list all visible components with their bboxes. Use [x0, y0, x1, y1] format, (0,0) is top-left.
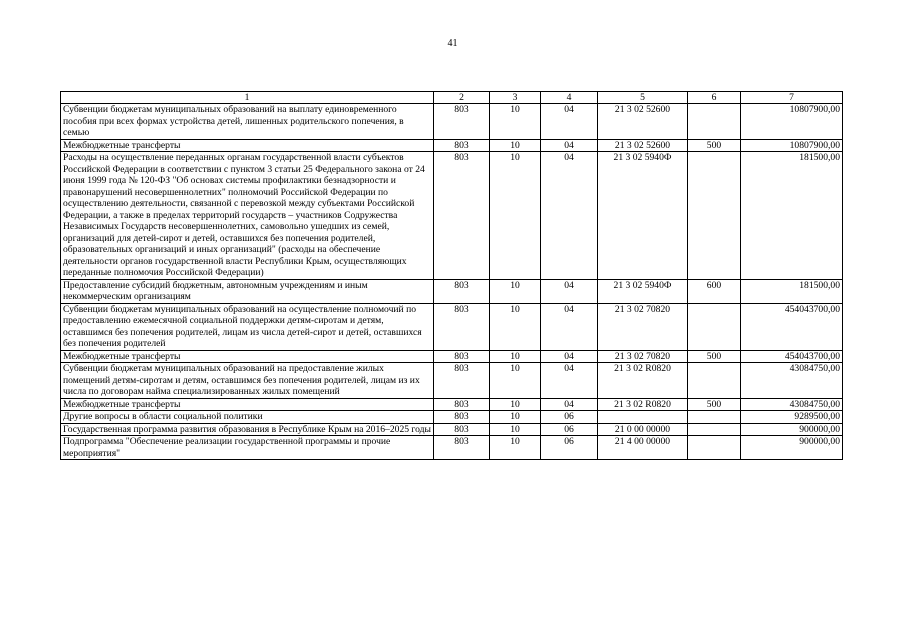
row-vr: [688, 411, 741, 424]
row-pr: 06: [541, 436, 598, 460]
table-row: [61, 423, 843, 436]
row-name: Государственная программа развития образования в Республике Крым на 2016–2025 годы: [61, 423, 434, 436]
table-row: [61, 139, 843, 152]
row-rz: 10: [490, 104, 541, 140]
row-rz: 10: [490, 139, 541, 152]
row-rz: 10: [490, 423, 541, 436]
row-sum: 454043700,00: [741, 303, 843, 350]
row-ved: 803: [434, 423, 490, 436]
column-header: 2: [434, 92, 490, 104]
row-pr: 04: [541, 363, 598, 399]
table-row: [61, 411, 843, 424]
row-pr: 04: [541, 398, 598, 411]
column-header: 3: [490, 92, 541, 104]
table-row: [61, 279, 843, 303]
row-csr: 21 3 02 52600: [598, 139, 688, 152]
row-csr: 21 3 02 70820: [598, 350, 688, 363]
row-rz: 10: [490, 279, 541, 303]
row-vr: 600: [688, 279, 741, 303]
row-rz: 10: [490, 411, 541, 424]
column-header: 4: [541, 92, 598, 104]
column-header: 7: [741, 92, 843, 104]
table-row: [61, 363, 843, 399]
row-ved: 803: [434, 363, 490, 399]
row-vr: 500: [688, 350, 741, 363]
row-ved: 803: [434, 303, 490, 350]
column-header: 5: [598, 92, 688, 104]
table-row: [61, 436, 843, 460]
row-rz: 10: [490, 303, 541, 350]
row-rz: 10: [490, 350, 541, 363]
row-name: Субвенции бюджетам муниципальных образований на осуществление полномочий по предоставлению ежемесячной социальной поддержки детям-сиротам и детям, оставшимся без попечения родителей, лицам из числа детей-сирот и детей, оставшихся без попечения родителей: [61, 303, 434, 350]
row-csr: 21 3 02 R0820: [598, 363, 688, 399]
row-name: Расходы на осуществление переданных органам государственной власти субъектов Российской Федерации в соответствии с пунктом 3 статьи 25 Федерального закона от 24 июня 1999 года № 120-ФЗ "Об основах системы профилактики безнадзорности и правонарушений несовершеннолетних" полномочий Российской Федерации по осуществлению деятельности, связанной с перевозкой между субъектами Российской Федерации, а также в пределах территорий государств – участников Содружества Независимых Государств несовершеннолетних, самовольно ушедших из семей, организаций для детей-сирот и детей, оставшихся без попечения родителей, образовательных организаций и иных организаций" (расходы на обеспечение деятельности органов государственной власти Республики Крым, осуществляющих переданные полномочия Российской Федерации): [61, 152, 434, 280]
row-pr: 04: [541, 139, 598, 152]
row-name: Межбюджетные трансферты: [61, 398, 434, 411]
row-name: Субвенции бюджетам муниципальных образований на предоставление жилых помещений детям-сиротам и детям, оставшимся без попечения родителей, лицам из их числа по договорам найма специализированных жилых помещений: [61, 363, 434, 399]
row-sum: 900000,00: [741, 423, 843, 436]
budget-table: [60, 91, 843, 460]
row-pr: 04: [541, 152, 598, 280]
row-vr: [688, 363, 741, 399]
column-header: 6: [688, 92, 741, 104]
row-vr: [688, 423, 741, 436]
column-header: 1: [61, 92, 434, 104]
row-sum: 454043700,00: [741, 350, 843, 363]
row-sum: 43084750,00: [741, 398, 843, 411]
row-csr: 21 3 02 52600: [598, 104, 688, 140]
row-ved: 803: [434, 152, 490, 280]
row-ved: 803: [434, 104, 490, 140]
row-ved: 803: [434, 139, 490, 152]
row-rz: 10: [490, 436, 541, 460]
row-vr: [688, 152, 741, 280]
row-sum: 181500,00: [741, 152, 843, 280]
row-sum: 900000,00: [741, 436, 843, 460]
row-pr: 06: [541, 411, 598, 424]
row-rz: 10: [490, 152, 541, 280]
row-rz: 10: [490, 398, 541, 411]
row-sum: 9289500,00: [741, 411, 843, 424]
row-vr: [688, 303, 741, 350]
row-csr: [598, 411, 688, 424]
row-csr: 21 3 02 70820: [598, 303, 688, 350]
header-row: [61, 92, 843, 104]
row-sum: 10807900,00: [741, 139, 843, 152]
row-name: Подпрограмма "Обеспечение реализации государственной программы и прочие мероприятия": [61, 436, 434, 460]
row-vr: 500: [688, 139, 741, 152]
row-csr: 21 3 02 5940Ф: [598, 279, 688, 303]
table-row: [61, 104, 843, 140]
row-csr: 21 3 02 R0820: [598, 398, 688, 411]
row-ved: 803: [434, 398, 490, 411]
table-row: [61, 152, 843, 280]
row-vr: [688, 436, 741, 460]
row-csr: 21 4 00 00000: [598, 436, 688, 460]
row-name: Межбюджетные трансферты: [61, 350, 434, 363]
row-pr: 04: [541, 303, 598, 350]
row-pr: 06: [541, 423, 598, 436]
table-row: [61, 350, 843, 363]
row-vr: [688, 104, 741, 140]
row-sum: 43084750,00: [741, 363, 843, 399]
table-row: [61, 398, 843, 411]
row-ved: 803: [434, 411, 490, 424]
row-pr: 04: [541, 279, 598, 303]
row-ved: 803: [434, 350, 490, 363]
row-csr: 21 3 02 5940Ф: [598, 152, 688, 280]
row-sum: 181500,00: [741, 279, 843, 303]
row-ved: 803: [434, 436, 490, 460]
row-name: Субвенции бюджетам муниципальных образований на выплату единовременного пособия при всех формах устройства детей, лишенных родительского попечения, в семью: [61, 104, 434, 140]
table-row: [61, 303, 843, 350]
row-pr: 04: [541, 350, 598, 363]
row-sum: 10807900,00: [741, 104, 843, 140]
row-pr: 04: [541, 104, 598, 140]
row-name: Межбюджетные трансферты: [61, 139, 434, 152]
row-name: Предоставление субсидий бюджетным, автономным учреждениям и иным некоммерческим организациям: [61, 279, 434, 303]
row-csr: 21 0 00 00000: [598, 423, 688, 436]
row-rz: 10: [490, 363, 541, 399]
row-name: Другие вопросы в области социальной политики: [61, 411, 434, 424]
page-number: 41: [447, 38, 458, 49]
row-vr: 500: [688, 398, 741, 411]
row-ved: 803: [434, 279, 490, 303]
